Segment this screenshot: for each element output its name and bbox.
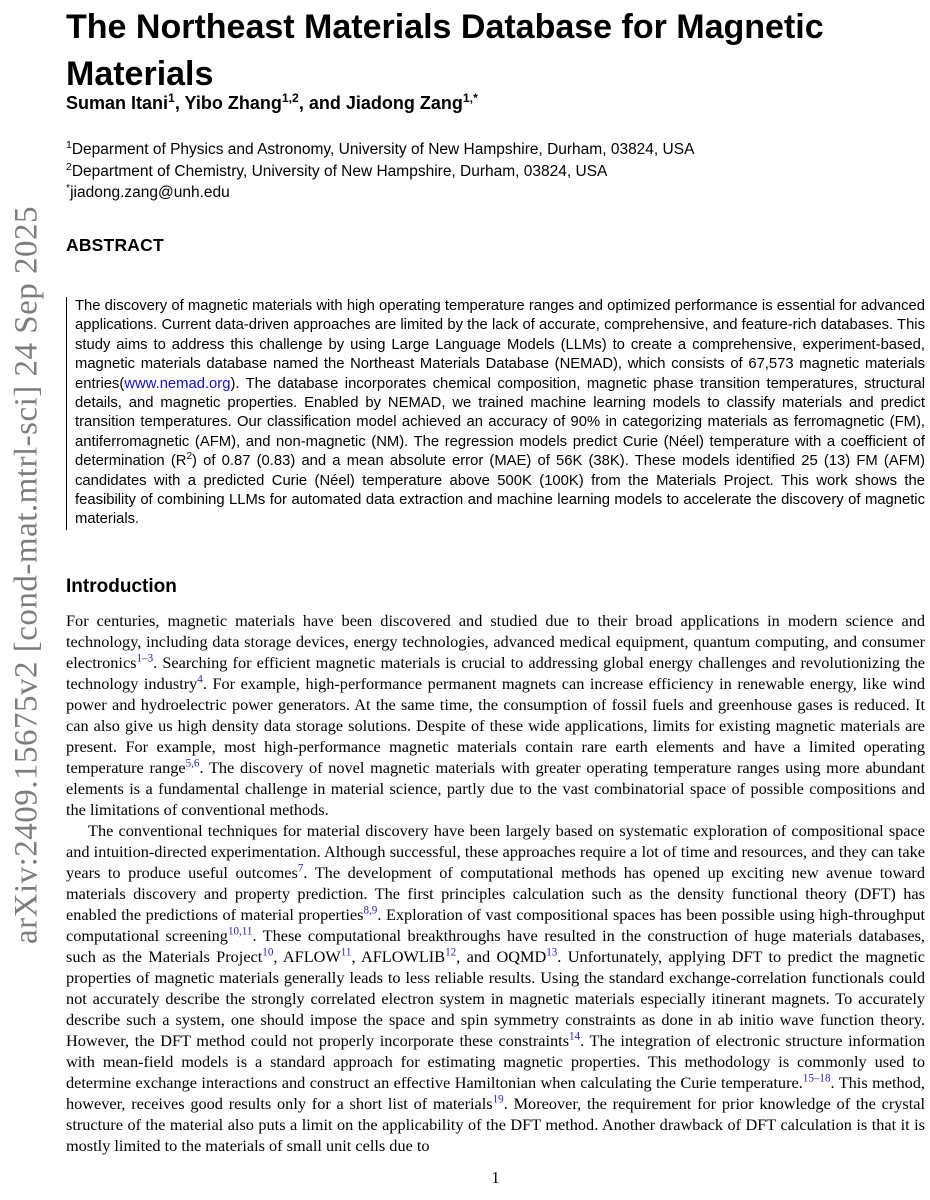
text-run: , Yibo Zhang — [174, 93, 282, 113]
text-run: Deparment of Physics and Astronomy, University of New Hampshire, Durham, 03824, USA — [71, 141, 695, 158]
text-run: ) of 0.87 (0.83) and a mean absolute error (MAE) of 56K (38K). These models identified 25 (13) FM (AFM) candidates with a predicted Curie (Néel) temperature above 500K (100K) from the Materials Project. This work shows the feasibility of combining LLMs for automated data extraction and machine learning models to accelerate the discovery of magnetic materials. — [75, 453, 926, 528]
text-run: . Exploration of vast compositional spaces has been possible using high-throughput computational screening — [66, 905, 925, 945]
text-run: . Unfortunately, applying DFT to predict the magnetic properties of magnetic materials generally leads to less reliable results. Using the standard exchange-correlation functionals could not accurately describe the strongly correlated electron system in magnetic materials especially itinerant magnets. To accurately describe such a system, one should impose the space and spin symmetry constraints as done in ab initio wave function theory. However, the DFT method could not properly incorporate these constraints — [66, 947, 925, 1050]
text-run: The discovery of magnetic materials with high operating temperature ranges and optimized performance is essential for advanced applications. Current data-driven approaches are limited by the lack of accurate, comprehensive, and feature-rich databases. This study aims to address this challenge by using Large Language Models (LLMs) to create a comprehensive, experiment-based, magnetic materials database named the Northeast Materials Database (NEMAD), which consists of 67,573 magnetic materials entries( — [75, 298, 925, 392]
text-run: . The integration of electronic structure information with mean-field models is a standard approach for estimating magnetic properties. This methodology is commonly used to determine exchange interactions and construct an effective Hamiltonian when calculating the Curie temperature. — [66, 1031, 925, 1092]
text-run: . The discovery of novel magnetic materials with greater operating temperature ranges using more abundant elements is a fundamental challenge in material science, partly due to the vast combinatorial space of possible compositions and the limitations of conventional methods. — [66, 758, 926, 819]
corresponding-email — [66, 182, 925, 204]
citation-ref[interactable]: 8,9 — [363, 904, 378, 917]
paper-page — [66, 0, 925, 1200]
text-run: Department of Chemistry, University of New Hampshire, Durham, 03824, USA — [71, 162, 608, 180]
introduction-paragraph-1 — [66, 610, 925, 820]
text-run: , AFLOW — [273, 947, 341, 966]
text-run: , AFLOWLIB — [351, 947, 446, 966]
text-run: The conventional techniques for material discovery have been largely based on systematic exploration of compositional space and intuition-directed experimentation. Although successful, these approaches require a lot of time and resources, and they can take years to produce useful outcomes — [66, 821, 925, 882]
text-run: jiadong.zang@unh.edu — [70, 184, 230, 201]
citation-ref[interactable]: 1–3 — [136, 652, 154, 665]
text-run: . For example, high-performance permanent magnets can increase efficiency in renewable energy, like wind power and hydroelectric power generators. At the same time, the consumption of fossil fuels and greenhouse gases is reduced. It can also give us high density data storage solutions. Despite of these wide applications, limits for existing magnetic materials are present. For example, most high-performance magnetic materials contain rare earth elements and have a limited operating temperature range — [66, 674, 925, 777]
citation-ref[interactable]: 14 — [569, 1030, 581, 1043]
nemad-url-link[interactable]: www.nemad.org — [124, 375, 231, 392]
citation-ref[interactable]: 4 — [197, 673, 203, 686]
superscript: 1 — [66, 138, 72, 151]
superscript: 1,* — [462, 91, 478, 105]
superscript: 2 — [66, 160, 72, 173]
introduction-paragraph-2 — [66, 820, 925, 1156]
text-run: . The development of computational methods has opened up exciting new avenue toward materials discovery and property prediction. The first principles calculation such as the density functional theory (DFT) has enabled the predictions of material properties — [66, 863, 925, 924]
arxiv-watermark: arXiv:2409.15675v2 [cond-mat.mtrl-sci] 24 Sep 2025 — [8, 205, 45, 945]
affiliation-1 — [66, 139, 925, 161]
abstract-paragraph — [75, 297, 925, 530]
citation-ref[interactable]: 7 — [297, 862, 304, 875]
citation-ref[interactable]: 19 — [492, 1093, 504, 1106]
introduction-heading: Introduction — [66, 576, 177, 597]
text-run: . Searching for efficient magnetic materials is crucial to addressing global energy challenges and revolutionizing the technology industry — [66, 653, 925, 693]
abstract-heading: ABSTRACT — [66, 235, 164, 255]
citation-ref[interactable]: 10 — [262, 946, 274, 959]
text-run: . This method, however, receives good results only for a short list of materials — [66, 1073, 925, 1113]
text-run: , and Jiadong Zang — [298, 93, 463, 113]
text-run: Suman Itani — [66, 93, 169, 113]
citation-ref[interactable]: 10,11 — [227, 925, 253, 938]
affiliations-block — [66, 139, 925, 204]
citation-ref[interactable]: 13 — [546, 946, 558, 959]
text-run: . Moreover, the requirement for prior knowledge of the crystal structure of the material also puts a limit on the applicability of the DFT method. Another drawback of DFT calculation is that it is mostly limited to the materials of small unit cells due to — [66, 1094, 925, 1155]
page-number: 1 — [491, 1168, 500, 1187]
superscript: 2 — [186, 451, 193, 463]
author-line — [66, 93, 925, 114]
text-run: For centuries, magnetic materials have been discovered and studied due to their broad applications in modern science and technology, including data storage devices, energy technologies, advanced medical equipment, quantum computing, and consumer electronics — [66, 611, 925, 672]
text-run: , and OQMD — [456, 947, 547, 966]
superscript: 1 — [168, 91, 175, 105]
introduction-body — [66, 610, 925, 1156]
superscript: * — [66, 181, 71, 194]
superscript: 1,2 — [281, 91, 299, 105]
text-run: ). The database incorporates chemical composition, magnetic phase transition temperatures, structural details, and magnetic properties. Enabled by NEMAD, we trained machine learning models to classify materials and predict transition temperatures. Our classification model achieved an accuracy of 90% in categorizing materials as ferromagnetic (FM), antiferromagnetic (AFM), and non-magnetic (NM). The regression models predict Curie (Néel) temperature with a coefficient of determination (R — [75, 375, 925, 470]
abstract-body — [66, 297, 925, 530]
paper-title: The Northeast Materials Database for Magnetic Materials — [66, 8, 824, 93]
citation-ref[interactable]: 5,6 — [185, 757, 200, 770]
text-run: . These computational breakthroughs have resulted in the construction of huge materials databases, such as the Materials Project — [66, 926, 925, 966]
citation-ref[interactable]: 12 — [445, 946, 457, 959]
citation-ref[interactable]: 11 — [340, 946, 352, 959]
citation-ref[interactable]: 15–18 — [802, 1072, 831, 1085]
affiliation-2 — [66, 161, 925, 183]
